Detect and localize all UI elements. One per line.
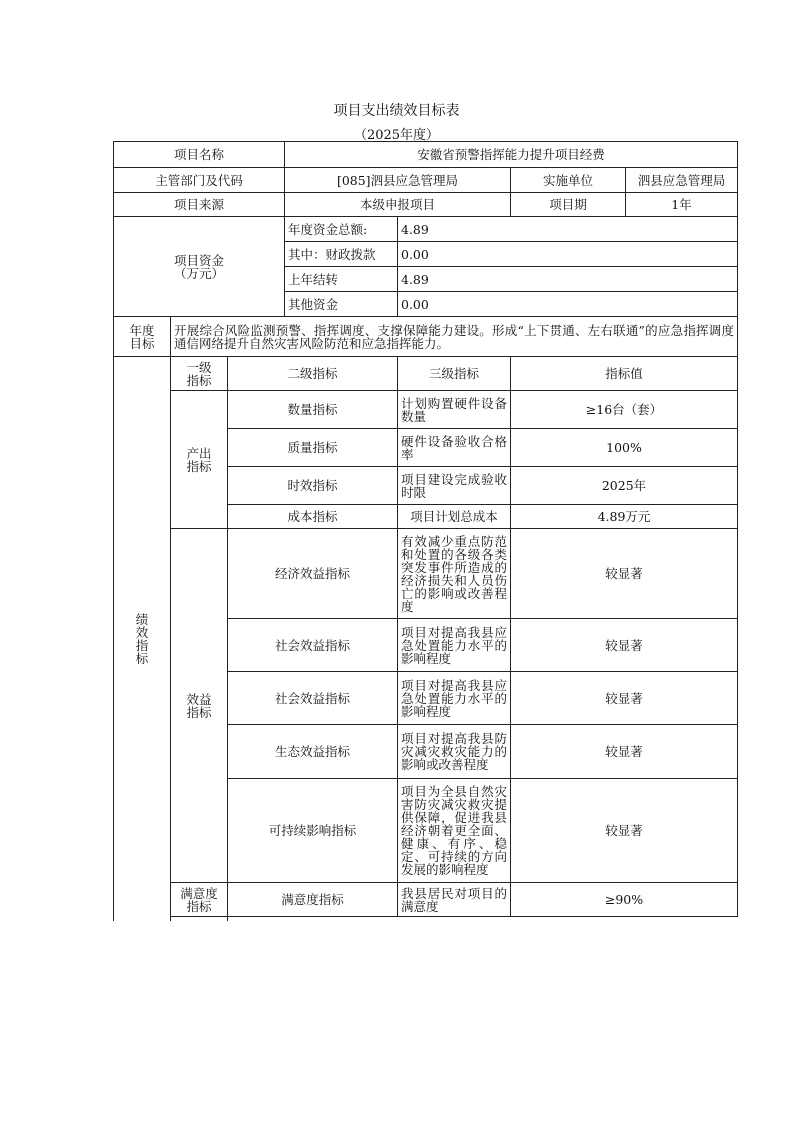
funds-item-value: 4.89 [398,267,738,292]
level3-cell: 有效减少重点防范和处置的各级各类突发事件所造成的经济损失和人员伤亡的影响或改善程度 [398,529,511,619]
funds-item-label: 年度资金总额: [285,217,398,242]
funds-item-value: 4.89 [398,217,738,242]
document-year: （2025年度） [353,128,440,143]
project-name-label: 项目名称 [114,142,285,168]
indicator-value-cell: 较显著 [511,529,738,619]
indicator-value-cell: 较显著 [511,779,738,883]
row-source [114,193,738,217]
level2-cell: 成本指标 [228,505,398,529]
continuation-row [114,917,738,921]
source-value: 本级申报项目 [285,193,511,217]
level3-cell: 项目计划总成本 [398,505,511,529]
period-label: 项目期 [511,193,626,217]
performance-goal-table [113,141,738,921]
funds-item-value: 0.00 [398,242,738,267]
level3-cell: 项目为全县自然灾害防灾减灾救灾提供保障，促进我县经济朝着更全面、健康、有序、稳定、可持续的方向发展的影响程度 [398,779,511,883]
level3-cell: 我县居民对项目的满意度 [398,883,511,917]
output-indicator-row [114,391,738,429]
dept-label: 主管部门及代码 [114,168,285,193]
funds-row [114,217,738,242]
row-department [114,168,738,193]
period-value: 1年 [626,193,738,217]
indicator-value-cell: 较显著 [511,725,738,779]
level3-cell: 项目对提高我县防灾减灾救灾能力的影响或改善程度 [398,725,511,779]
level2-cell: 可持续影响指标 [228,779,398,883]
col-header-level1: 一级指标 [171,357,228,391]
level3-cell: 项目对提高我县应急处置能力水平的影响程度 [398,672,511,725]
col-header-level3: 三级指标 [398,357,511,391]
dept-value: [085]泗县应急管理局 [285,168,511,193]
indicator-value-cell: 较显著 [511,619,738,672]
indicator-value-cell: ≥16台（套） [511,391,738,429]
satisfaction-indicator-row [114,883,738,917]
col-header-level2: 二级指标 [228,357,398,391]
level3-cell: 硬件设备验收合格率 [398,429,511,467]
indicators-section-label: 绩效指标 [114,357,171,921]
col-header-value: 指标值 [511,357,738,391]
funds-item-label: 其中：财政拨款 [285,242,398,267]
level3-cell: 计划购置硬件设备数量 [398,391,511,429]
output-indicator-label: 产出指标 [171,391,228,529]
level3-cell: 项目对提高我县应急处置能力水平的影响程度 [398,619,511,672]
annual-goal-label: 年度目标 [114,317,171,357]
source-label: 项目来源 [114,193,285,217]
row-project-name [114,142,738,168]
funds-label-line1: 项目资金 [173,252,224,268]
level2-cell: 生态效益指标 [228,725,398,779]
funds-item-value: 0.00 [398,292,738,317]
indicator-header-row [114,357,738,391]
level2-cell: 质量指标 [228,429,398,467]
funds-label [114,217,285,317]
annual-goal-text: 开展综合风险监测预警、指挥调度、支撑保障能力建设。形成“上下贯通、左右联通”的应急指挥调度通信网络提升自然灾害风险防范和应急指挥能力。 [171,317,738,357]
level2-cell: 满意度指标 [228,883,398,917]
impl-unit-label: 实施单位 [511,168,626,193]
benefit-indicator-row [114,529,738,619]
indicator-value-cell: 4.89万元 [511,505,738,529]
indicator-value-cell: 2025年 [511,467,738,505]
impl-unit-value: 泗县应急管理局 [626,168,738,193]
benefit-indicator-label: 效益指标 [171,529,228,883]
project-name-value: 安徽省预警指挥能力提升项目经费 [285,142,738,168]
funds-item-label: 上年结转 [285,267,398,292]
document-title: 项目支出绩效目标表 [333,103,460,119]
level2-cell: 经济效益指标 [228,529,398,619]
satisfaction-indicator-label: 满意度指标 [171,883,228,917]
indicator-value-cell: ≥90% [511,883,738,917]
funds-label-line2: （万元） [173,265,224,281]
level2-cell: 时效指标 [228,467,398,505]
funds-item-label: 其他资金 [285,292,398,317]
annual-goal-row [114,317,738,357]
indicator-value-cell: 100% [511,429,738,467]
level2-cell: 社会效益指标 [228,672,398,725]
level2-cell: 社会效益指标 [228,619,398,672]
level3-cell: 项目建设完成验收时限 [398,467,511,505]
level2-cell: 数量指标 [228,391,398,429]
indicator-value-cell: 较显著 [511,672,738,725]
